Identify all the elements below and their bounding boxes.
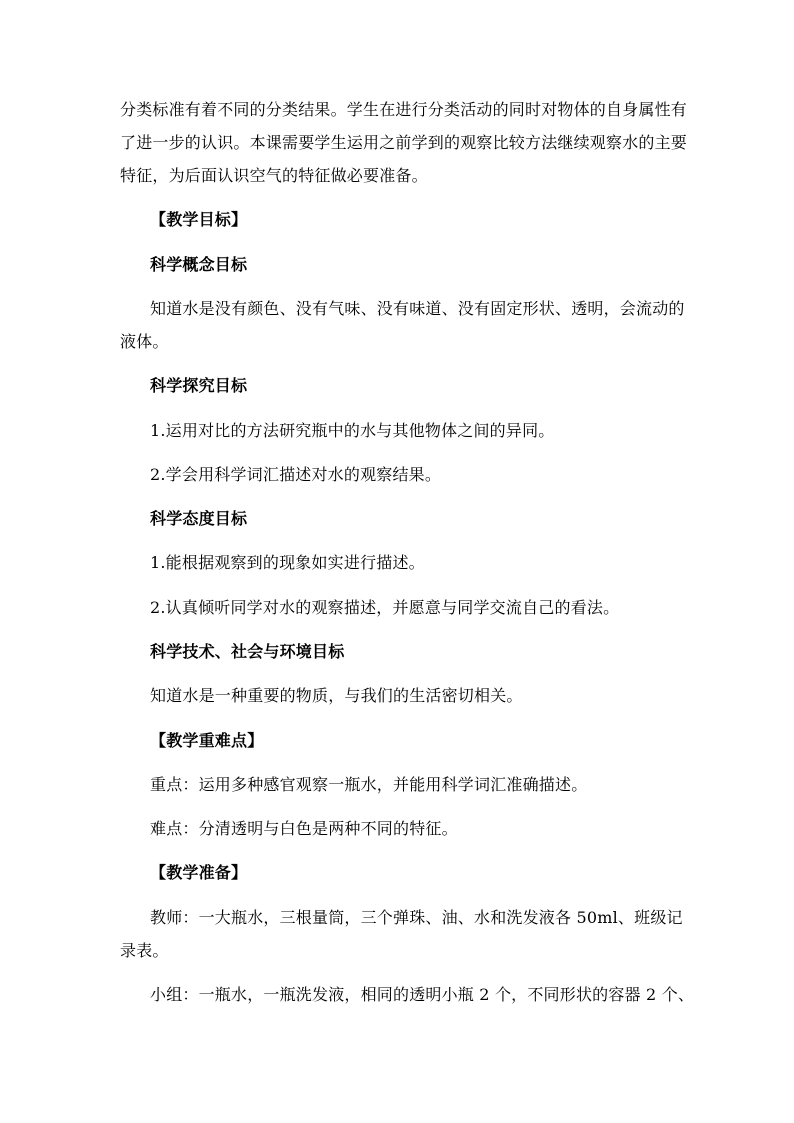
stse-goal-title: 科学技术、社会与环境目标	[150, 642, 345, 661]
key-points-heading: 【教学重难点】	[150, 731, 264, 750]
preparation-heading: 【教学准备】	[150, 863, 248, 882]
concept-goal-line-1: 知道水是没有颜色、没有气味、没有味道、没有固定形状、透明，会流动的	[150, 299, 685, 318]
teaching-goals-heading: 【教学目标】	[150, 210, 248, 229]
inquiry-goal-item-1: 1.运用对比的方法研究瓶中的水与其他物体之间的异同。	[150, 421, 555, 440]
intro-line-2: 了进一步的认识。本课需要学生运用之前学到的观察比较方法继续观察水的主要	[120, 133, 688, 152]
teacher-preparation-line-1: 教师：一大瓶水，三根量筒，三个弹珠、油、水和洗发液各 50ml、班级记	[150, 908, 683, 927]
teacher-preparation-line-2: 录表。	[120, 941, 169, 960]
attitude-goal-item-1: 1.能根据观察到的现象如实进行描述。	[150, 553, 425, 572]
group-preparation-line-1: 小组：一瓶水，一瓶洗发液，相同的透明小瓶 2 个，不同形状的容器 2 个、	[150, 985, 695, 1004]
intro-line-3: 特征，为后面认识空气的特征做必要准备。	[120, 166, 428, 185]
intro-line-1: 分类标准有着不同的分类结果。学生在进行分类活动的同时对物体的自身属性有	[120, 100, 688, 119]
inquiry-goal-title: 科学探究目标	[150, 376, 248, 395]
attitude-goal-item-2: 2.认真倾听同学对水的观察描述，并愿意与同学交流自己的看法。	[150, 598, 620, 617]
difficult-point-text: 难点：分清透明与白色是两种不同的特征。	[150, 819, 458, 838]
concept-goal-line-2: 液体。	[120, 332, 169, 351]
inquiry-goal-item-2: 2.学会用科学词汇描述对水的观察结果。	[150, 465, 442, 484]
key-point-text: 重点：运用多种感官观察一瓶水，并能用科学词汇准确描述。	[150, 775, 588, 794]
attitude-goal-title: 科学态度目标	[150, 509, 248, 528]
concept-goal-title: 科学概念目标	[150, 255, 248, 274]
stse-goal-text: 知道水是一种重要的物质，与我们的生活密切相关。	[150, 686, 523, 705]
